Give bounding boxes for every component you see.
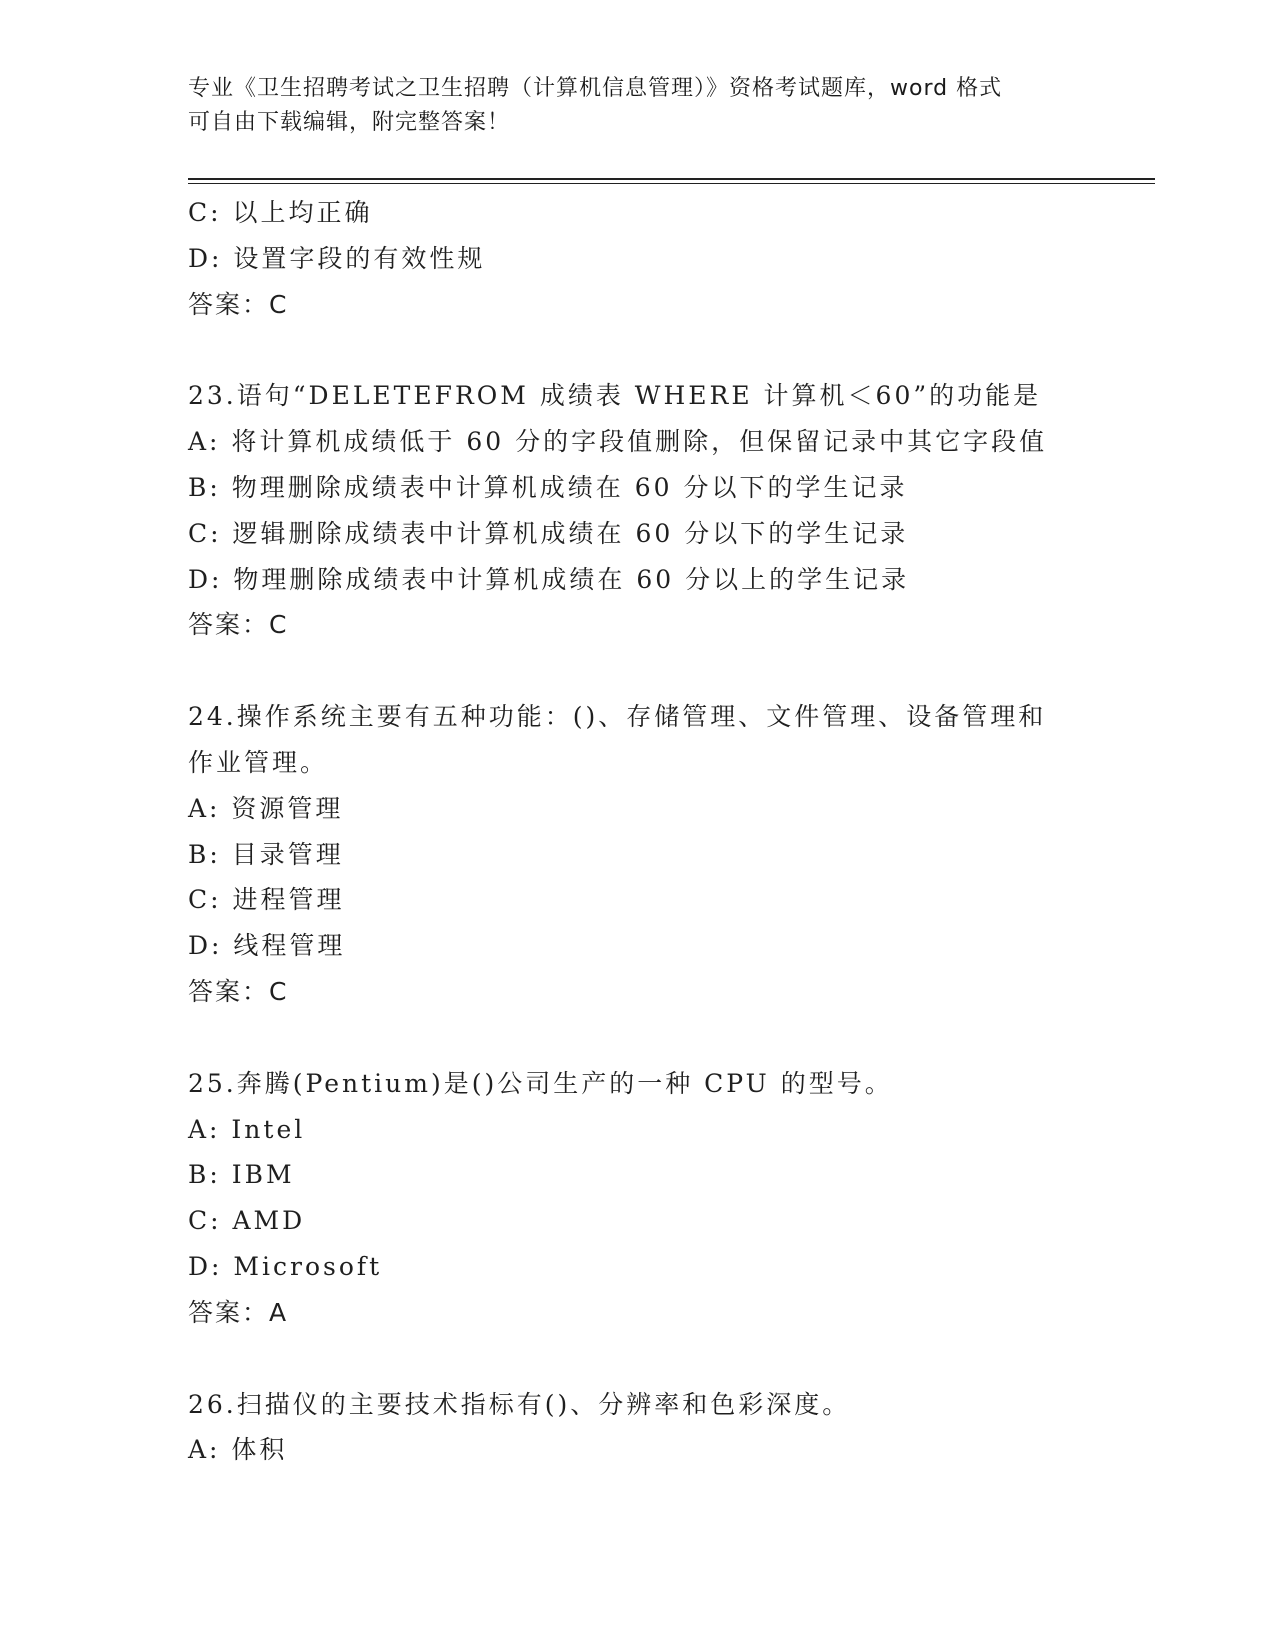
option-c: C: 以上均正确 [188, 198, 373, 227]
option-a: A: Intel [188, 1114, 306, 1144]
option-d: D: 设置字段的有效性规 [188, 243, 486, 273]
question-23 [188, 373, 1148, 648]
header-divider-thick [188, 178, 1155, 180]
option-c: C: AMD [188, 1206, 306, 1236]
option-c: C: 进程管理 [188, 885, 345, 915]
question-stem-line-1: 24.操作系统主要有五种功能：()、存储管理、文件管理、设备管理和 [188, 702, 1047, 732]
option-b: B: 物理删除成绩表中计算机成绩在 60 分以下的学生记录 [188, 472, 908, 502]
question-stem-line-2: 作业管理。 [188, 747, 329, 777]
question-24 [188, 694, 1148, 1015]
answer: 答案：A [188, 1297, 289, 1327]
option-b: B: 目录管理 [188, 839, 344, 869]
option-a: A: 体积 [188, 1435, 288, 1465]
answer: 答案：C [188, 976, 289, 1006]
answer: 答案：C [188, 610, 289, 640]
option-a: A: 将计算机成绩低于 60 分的字段值删除，但保留记录中其它字段值 [188, 427, 1048, 457]
option-d: D: 物理删除成绩表中计算机成绩在 60 分以上的学生记录 [188, 564, 910, 594]
option-d: D: Microsoft [188, 1251, 383, 1281]
question-22-tail [188, 190, 1148, 327]
question-stem: 25.奔腾(Pentium)是()公司生产的一种 CPU 的型号。 [188, 1068, 893, 1098]
header-line-1: 专业《卫生招聘考试之卫生招聘（计算机信息管理）》资格考试题库，word 格式 [188, 76, 1003, 101]
header-divider-thin [188, 183, 1155, 184]
document-header [188, 72, 1088, 140]
header-line-2: 可自由下载编辑，附完整答案！ [188, 110, 511, 135]
question-25 [188, 1061, 1148, 1336]
option-a: A: 资源管理 [188, 793, 344, 823]
option-c: C: 逻辑删除成绩表中计算机成绩在 60 分以下的学生记录 [188, 518, 909, 548]
option-d: D: 线程管理 [188, 931, 346, 961]
question-list [188, 190, 1148, 1473]
answer: 答案：C [188, 289, 289, 319]
option-b: B: IBM [188, 1160, 295, 1190]
question-stem: 26.扫描仪的主要技术指标有()、分辨率和色彩深度。 [188, 1389, 851, 1419]
question-stem: 23.语句“DELETEFROM 成绩表 WHERE 计算机＜60”的功能是 [188, 381, 1042, 411]
question-26 [188, 1382, 1148, 1474]
